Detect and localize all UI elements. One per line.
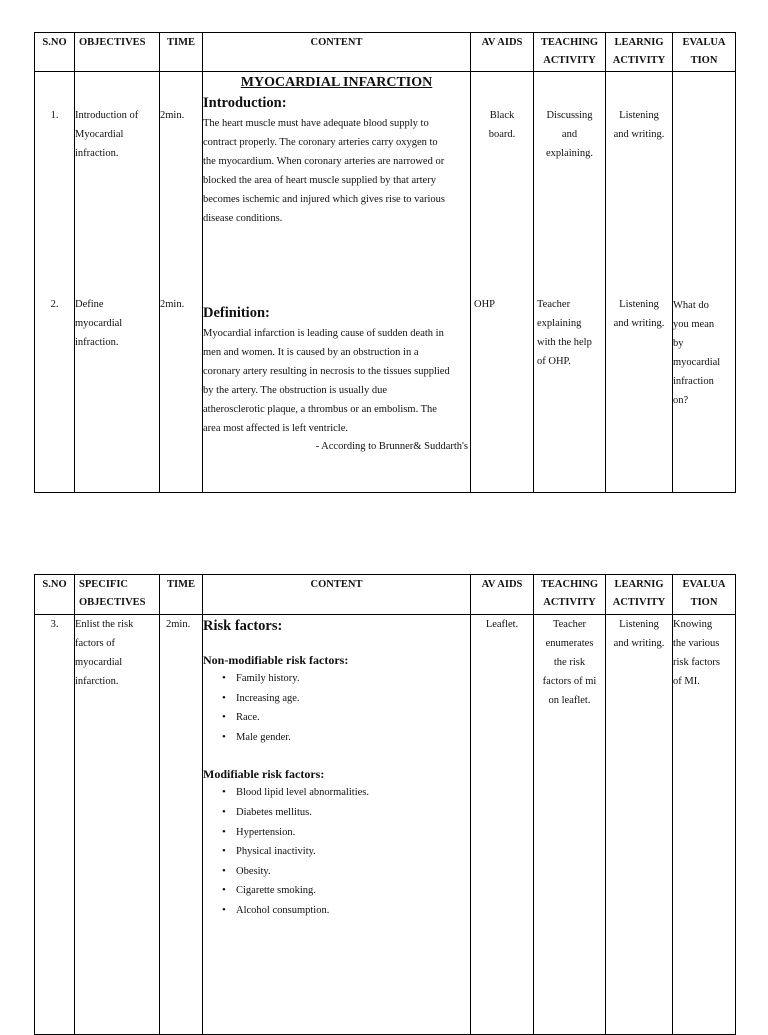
paragraph-line: The heart muscle must have adequate blood supply to (203, 118, 429, 129)
time-cell (160, 615, 203, 1035)
content-cell (203, 615, 471, 1035)
definition-paragraph (203, 324, 470, 438)
header-teaching-activity: TEACHING ACTIVITY (534, 33, 606, 72)
lesson-plan-table-2 (34, 574, 736, 1035)
header-content: CONTENT (203, 33, 471, 72)
av-aid (471, 106, 533, 144)
teaching-text (534, 295, 605, 371)
objectives-cell (75, 615, 160, 1035)
content-cell (203, 72, 471, 493)
attribution: - According to Brunner& Suddarth's (315, 441, 468, 452)
teaching-text (534, 106, 605, 163)
header-time: TIME (160, 575, 203, 615)
list-item: • Physical inactivity. (216, 842, 470, 862)
learning-activity-cell (606, 615, 673, 1035)
paragraph-line: becomes ischemic and injured which gives rise to various (203, 194, 446, 205)
av-aids-cell (471, 615, 534, 1035)
paragraph-line: coronary artery resulting in necrosis to the tissues supplied (203, 366, 450, 377)
list-item: • Obesity. (216, 862, 470, 882)
teaching-activity-cell (534, 72, 606, 493)
header-av-aids: AV AIDS (471, 33, 534, 72)
objective-text (75, 295, 159, 352)
header-objectives: OBJECTIVES (75, 33, 160, 72)
time-cell (160, 72, 203, 493)
list-item: • Male gender. (216, 728, 470, 748)
learning-activity-cell (606, 72, 673, 493)
av-aids-cell (471, 72, 534, 493)
list-item: • Race. (216, 708, 470, 728)
objective-line: Introduction of (75, 110, 139, 121)
sno-cell (35, 72, 75, 493)
list-item: • Diabetes mellitus. (216, 803, 470, 823)
list-item: • Alcohol consumption. (216, 901, 470, 921)
time-2: 2min. (160, 299, 185, 310)
objective-line: Enlist the risk (75, 619, 134, 630)
av-aid: Leaflet. (485, 619, 519, 630)
learning-line: and writing. (613, 129, 665, 140)
teaching-activity-cell (534, 615, 606, 1035)
learning-line: Listening (619, 110, 659, 121)
sno-1: 1. (50, 110, 59, 121)
objective-line: factors of (75, 638, 115, 649)
teaching-line: on leaflet. (548, 695, 591, 706)
paragraph-line: the myocardium. When coronary arteries are narrowed or (203, 156, 445, 167)
time-3: 2min. (166, 619, 191, 630)
learning-line: Listening (619, 299, 659, 310)
header-specific-objectives: SPECIFIC OBJECTIVES (75, 575, 160, 615)
learning-text (606, 106, 672, 144)
list-item: • Blood lipid level abnormalities. (216, 783, 470, 803)
teaching-line: Teacher (537, 299, 571, 310)
sno-2: 2. (50, 299, 59, 310)
header-sno: S.NO (35, 33, 75, 72)
header-evaluation: EVALUA TION (673, 33, 736, 72)
paragraph-line: Myocardial infarction is leading cause of sudden death in (203, 328, 444, 339)
paragraph-line: area most affected is left ventricle. (203, 423, 348, 434)
table-row (35, 72, 736, 493)
sno-3: 3. (50, 619, 59, 630)
header-teaching-activity: TEACHING ACTIVITY (534, 575, 606, 615)
evaluation-line: by (673, 338, 684, 349)
objective-line: infraction. (75, 148, 119, 159)
learning-line: and writing. (613, 318, 665, 329)
list-item: • Increasing age. (216, 689, 470, 709)
header-time: TIME (160, 33, 203, 72)
risk-factors-heading: Risk factors: (203, 618, 283, 634)
time-1: 2min. (160, 110, 185, 121)
av-line: Black (489, 110, 515, 121)
teaching-line: of OHP. (537, 356, 571, 367)
paragraph-line: atherosclerotic plaque, a thrombus or an embolism. The (203, 404, 437, 415)
modifiable-list (203, 783, 470, 920)
objective-line: infraction. (75, 337, 119, 348)
evaluation-line: you mean (673, 319, 715, 330)
paragraph-line: disease conditions. (203, 213, 283, 224)
evaluation-cell (673, 72, 736, 493)
non-modifiable-heading: Non-modifiable risk factors: (203, 653, 349, 667)
learning-line: and writing. (613, 638, 665, 649)
sno-cell (35, 615, 75, 1035)
header-sno: S.NO (35, 575, 75, 615)
definition-heading: Definition: (203, 305, 270, 321)
table-header-row (35, 575, 736, 615)
evaluation-cell (673, 615, 736, 1035)
objective-line: infarction. (75, 676, 119, 687)
teaching-line: with the help (537, 337, 592, 348)
paragraph-line: men and women. It is caused by an obstruction in a (203, 347, 419, 358)
non-modifiable-list (203, 669, 470, 747)
evaluation-line: of MI. (673, 676, 700, 687)
teaching-line: Discussing (546, 110, 593, 121)
header-learning-activity: LEARNIG ACTIVITY (606, 575, 673, 615)
teaching-line: Teacher (552, 619, 587, 630)
paragraph-line: by the artery. The obstruction is usually due (203, 385, 388, 396)
objective-text (75, 106, 159, 163)
introduction-paragraph (203, 114, 470, 228)
lesson-plan-table-1 (34, 32, 736, 493)
teaching-line: explaining. (546, 148, 593, 159)
header-content: CONTENT (203, 575, 471, 615)
evaluation-line: the various (673, 638, 720, 649)
teaching-line: factors of mi (542, 676, 597, 687)
evaluation-line: Knowing (673, 619, 713, 630)
modifiable-heading: Modifiable risk factors: (203, 767, 325, 782)
document-title: MYOCARDIAL INFARCTION (240, 75, 433, 90)
objective-line: myocardial (75, 318, 123, 329)
paragraph-line: contract properly. The coronary arteries carry oxygen to (203, 137, 438, 148)
teaching-line: explaining (537, 318, 582, 329)
evaluation-line: infraction (673, 376, 714, 387)
av-aid: OHP (474, 299, 496, 310)
objective-line: myocardial (75, 657, 123, 668)
paragraph-line: blocked the area of heart muscle supplied by that artery (203, 175, 436, 186)
introduction-heading: Introduction: (203, 95, 287, 111)
header-learning-activity: LEARNIG ACTIVITY (606, 33, 673, 72)
objectives-cell (75, 72, 160, 493)
list-item: • Cigarette smoking. (216, 881, 470, 901)
evaluation-line: myocardial (673, 357, 721, 368)
objective-line: Myocardial (75, 129, 124, 140)
header-av-aids: AV AIDS (471, 575, 534, 615)
av-line: board. (488, 129, 516, 140)
learning-text (606, 295, 672, 333)
objective-line: Define (75, 299, 104, 310)
list-item: • Hypertension. (216, 823, 470, 843)
evaluation-text (673, 296, 735, 410)
teaching-line: the risk (553, 657, 586, 668)
teaching-line: and (561, 129, 578, 140)
evaluation-line: on? (673, 395, 689, 406)
teaching-line: enumerates (545, 638, 594, 649)
table-row (35, 615, 736, 1035)
list-item: • Family history. (216, 669, 470, 689)
evaluation-line: What do (673, 300, 709, 311)
evaluation-line: risk factors (673, 657, 720, 668)
header-evaluation: EVALUA TION (673, 575, 736, 615)
learning-line: Listening (619, 619, 659, 630)
table-header-row (35, 33, 736, 72)
